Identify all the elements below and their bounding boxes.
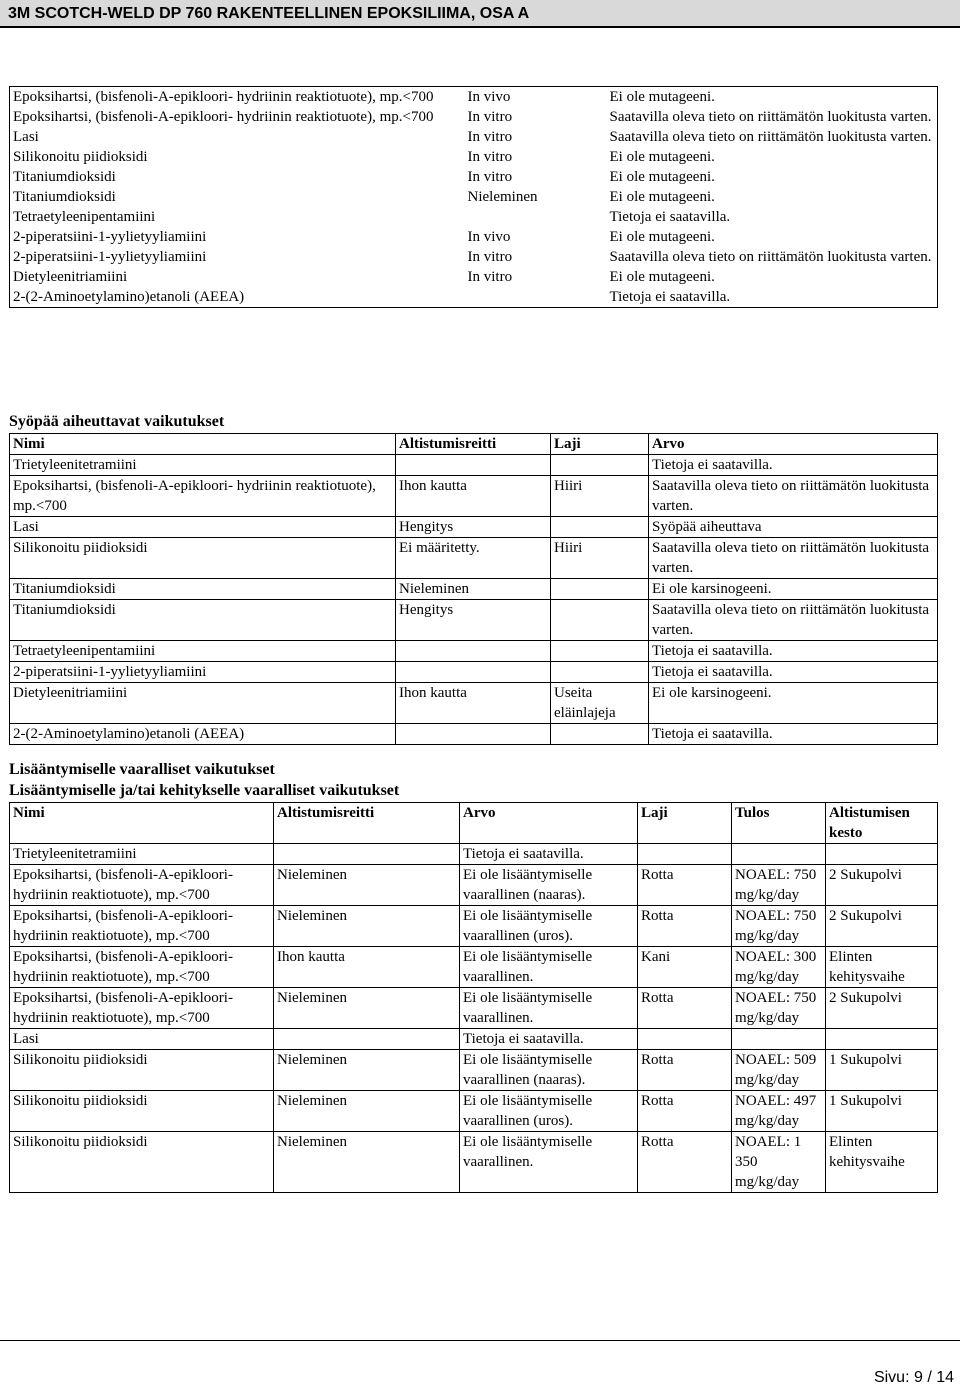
table-row xyxy=(10,287,938,308)
table-row xyxy=(10,87,938,108)
table-cell xyxy=(551,600,649,641)
table-cell: Elinten kehitysvaihe xyxy=(826,1132,938,1193)
column-header: Laji xyxy=(551,434,649,455)
table-cell: Ei ole mutageeni. xyxy=(609,149,715,165)
table-cell: Ei ole mutageeni. xyxy=(609,169,715,185)
table-cell: In vitro xyxy=(467,249,513,265)
table-cell xyxy=(396,641,551,662)
table-cell: Lasi xyxy=(10,517,396,538)
table-cell: Rotta xyxy=(638,906,732,947)
table-row xyxy=(10,147,938,167)
table-cell: Ei ole karsinogeeni. xyxy=(649,579,938,600)
table-cell: Saatavilla oleva tieto on riittämätön luokitusta varten. xyxy=(649,538,938,579)
table-cell: Ei ole lisääntymiselle vaarallinen (uros). xyxy=(460,1091,638,1132)
table-cell: 2 Sukupolvi xyxy=(826,906,938,947)
table-row xyxy=(10,455,938,476)
table-row xyxy=(10,227,938,247)
table-cell: Nieleminen xyxy=(467,189,538,205)
table-row xyxy=(10,517,938,538)
table-cell xyxy=(274,844,460,865)
table-cell: Saatavilla oleva tieto on riittämätön luokitusta varten. xyxy=(649,600,938,641)
table-cell: Titaniumdioksidi xyxy=(10,600,396,641)
table-cell xyxy=(732,844,826,865)
table-cell: Rotta xyxy=(638,1050,732,1091)
table-row xyxy=(10,1091,938,1132)
table-cell: Silikonoitu piidioksidi xyxy=(10,1132,274,1193)
table-row xyxy=(10,865,938,906)
table-cell xyxy=(638,1029,732,1050)
table-cell xyxy=(551,579,649,600)
table-cell: Tietoja ei saatavilla. xyxy=(649,662,938,683)
table-row xyxy=(10,988,938,1029)
table-cell: Epoksihartsi, (bisfenoli-A-epikloori- hydriinin reaktiotuote), mp.<700 xyxy=(10,865,274,906)
table-cell: Nieleminen xyxy=(274,1091,460,1132)
reproductive-table xyxy=(9,802,938,1193)
table-cell: Nieleminen xyxy=(274,865,460,906)
table-cell: NOAEL: 497 mg/kg/day xyxy=(732,1091,826,1132)
table-cell xyxy=(465,287,607,308)
table-cell: Ei ole lisääntymiselle vaarallinen (naaras). xyxy=(460,865,638,906)
table-cell: Ihon kautta xyxy=(274,947,460,988)
table-cell xyxy=(396,724,551,745)
table-cell: Elinten kehitysvaihe xyxy=(826,947,938,988)
table-cell: Hiiri xyxy=(551,538,649,579)
table-cell: Ihon kautta xyxy=(396,683,551,724)
table-cell: Ei ole karsinogeeni. xyxy=(649,683,938,724)
table-cell xyxy=(732,1029,826,1050)
table-cell: Lasi xyxy=(10,1029,274,1050)
table-cell: Trietyleenitetramiini xyxy=(10,455,396,476)
carcinogenicity-header-row xyxy=(10,434,938,455)
table-row xyxy=(10,107,938,127)
table-cell: NOAEL: 300 mg/kg/day xyxy=(732,947,826,988)
table-cell: In vivo xyxy=(467,89,511,105)
table-cell: Nieleminen xyxy=(274,1050,460,1091)
mutagenicity-rows xyxy=(10,87,938,308)
table-cell: Epoksihartsi, (bisfenoli-A-epikloori- hydriinin reaktiotuote), mp.<700 xyxy=(10,906,274,947)
table-cell: Hengitys xyxy=(396,517,551,538)
table-cell: Epoksihartsi, (bisfenoli-A-epikloori- hydriinin reaktiotuote), mp.<700 xyxy=(13,109,434,125)
table-cell: In vitro xyxy=(467,149,513,165)
carcinogenicity-title: Syöpää aiheuttavat vaikutukset xyxy=(9,413,225,430)
column-header: Altistumisen kesto xyxy=(826,803,938,844)
table-cell: 2-piperatsiini-1-yylietyyliamiini xyxy=(10,662,396,683)
table-cell: NOAEL: 750 mg/kg/day xyxy=(732,906,826,947)
table-cell: Silikonoitu piidioksidi xyxy=(10,538,396,579)
table-cell: NOAEL: 750 mg/kg/day xyxy=(732,865,826,906)
table-cell: Hiiri xyxy=(551,476,649,517)
table-cell xyxy=(551,641,649,662)
table-cell: In vitro xyxy=(467,269,513,285)
table-row xyxy=(10,579,938,600)
table-cell: Ei ole lisääntymiselle vaarallinen. xyxy=(460,947,638,988)
table-cell: 2 Sukupolvi xyxy=(826,988,938,1029)
table-cell: Tietoja ei saatavilla. xyxy=(460,1029,638,1050)
table-cell: Kani xyxy=(638,947,732,988)
table-cell: Ei ole mutageeni. xyxy=(609,229,715,245)
table-cell xyxy=(551,455,649,476)
table-cell: NOAEL: 1 350 mg/kg/day xyxy=(732,1132,826,1193)
table-row xyxy=(10,538,938,579)
table-cell: Titaniumdioksidi xyxy=(13,169,116,185)
carcinogenicity-rows xyxy=(10,455,938,745)
document-header: 3M SCOTCH-WELD DP 760 RAKENTEELLINEN EPOKSILIIMA, OSA A xyxy=(0,0,960,28)
table-cell: Lasi xyxy=(13,129,39,145)
table-cell: In vitro xyxy=(467,169,513,185)
table-cell xyxy=(826,1029,938,1050)
table-cell: Epoksihartsi, (bisfenoli-A-epikloori- hydriinin reaktiotuote), mp.<700 xyxy=(10,476,396,517)
column-header: Laji xyxy=(638,803,732,844)
table-cell: In vitro xyxy=(467,129,513,145)
table-cell xyxy=(396,455,551,476)
table-cell: Ihon kautta xyxy=(396,476,551,517)
table-cell: 1 Sukupolvi xyxy=(826,1091,938,1132)
table-row xyxy=(10,1132,938,1193)
table-row xyxy=(10,247,938,267)
table-cell: Dietyleenitriamiini xyxy=(10,683,396,724)
table-row xyxy=(10,1029,938,1050)
table-cell: NOAEL: 750 mg/kg/day xyxy=(732,988,826,1029)
table-cell: NOAEL: 509 mg/kg/day xyxy=(732,1050,826,1091)
table-cell: Ei ole lisääntymiselle vaarallinen. xyxy=(460,988,638,1029)
table-cell: In vivo xyxy=(467,229,511,245)
table-cell: Tietoja ei saatavilla. xyxy=(460,844,638,865)
table-cell: Ei ole mutageeni. xyxy=(609,269,715,285)
column-header: Nimi xyxy=(10,803,274,844)
table-cell: Ei määritetty. xyxy=(396,538,551,579)
reproductive-subtitle: Lisääntymiselle ja/tai kehitykselle vaaralliset vaikutukset xyxy=(9,782,400,799)
table-cell: 2-piperatsiini-1-yylietyyliamiini xyxy=(13,229,207,245)
table-cell: Epoksihartsi, (bisfenoli-A-epikloori- hydriinin reaktiotuote), mp.<700 xyxy=(10,988,274,1029)
table-cell: Rotta xyxy=(638,1091,732,1132)
carcinogenicity-table xyxy=(9,433,938,745)
table-row xyxy=(10,947,938,988)
table-cell: Saatavilla oleva tieto on riittämätön luokitusta varten. xyxy=(609,109,932,125)
table-cell: Saatavilla oleva tieto on riittämätön luokitusta varten. xyxy=(609,249,932,265)
table-cell: Saatavilla oleva tieto on riittämätön luokitusta varten. xyxy=(649,476,938,517)
column-header: Nimi xyxy=(10,434,396,455)
table-cell: Titaniumdioksidi xyxy=(10,579,396,600)
column-header: Altistumisreitti xyxy=(396,434,551,455)
table-cell: Nieleminen xyxy=(274,906,460,947)
reproductive-rows xyxy=(10,844,938,1193)
table-row xyxy=(10,476,938,517)
table-cell: Saatavilla oleva tieto on riittämätön luokitusta varten. xyxy=(609,129,932,145)
table-cell xyxy=(551,724,649,745)
table-cell: Trietyleenitetramiini xyxy=(10,844,274,865)
table-cell: Ei ole lisääntymiselle vaarallinen (naaras). xyxy=(460,1050,638,1091)
table-cell: Tietoja ei saatavilla. xyxy=(649,641,938,662)
table-cell: Useita eläinlajeja xyxy=(551,683,649,724)
table-row xyxy=(10,724,938,745)
page-number: Sivu: 9 / 14 xyxy=(873,1369,954,1386)
column-header: Altistumisreitti xyxy=(274,803,460,844)
table-cell: Ei ole lisääntymiselle vaarallinen. xyxy=(460,1132,638,1193)
table-row xyxy=(10,683,938,724)
table-row xyxy=(10,600,938,641)
table-cell: Dietyleenitriamiini xyxy=(13,269,128,285)
table-cell: Ei ole mutageeni. xyxy=(609,89,715,105)
table-cell: 2-(2-Aminoetylamino)etanoli (AEEA) xyxy=(10,724,396,745)
table-cell xyxy=(826,844,938,865)
table-cell xyxy=(551,517,649,538)
table-row xyxy=(10,844,938,865)
table-cell: Epoksihartsi, (bisfenoli-A-epikloori- hydriinin reaktiotuote), mp.<700 xyxy=(13,89,434,105)
table-row xyxy=(10,1050,938,1091)
table-cell: 2-piperatsiini-1-yylietyyliamiini xyxy=(13,249,207,265)
table-cell xyxy=(551,662,649,683)
table-cell: Silikonoitu piidioksidi xyxy=(10,1050,274,1091)
column-header: Arvo xyxy=(460,803,638,844)
table-row xyxy=(10,267,938,287)
table-cell: Tietoja ei saatavilla. xyxy=(609,289,731,305)
table-cell: 2 Sukupolvi xyxy=(826,865,938,906)
table-cell: Rotta xyxy=(638,1132,732,1193)
table-cell: Epoksihartsi, (bisfenoli-A-epikloori- hydriinin reaktiotuote), mp.<700 xyxy=(10,947,274,988)
table-cell: Silikonoitu piidioksidi xyxy=(13,149,148,165)
table-cell: 2-(2-Aminoetylamino)etanoli (AEEA) xyxy=(13,289,245,305)
table-cell: Hengitys xyxy=(396,600,551,641)
table-cell: Titaniumdioksidi xyxy=(13,189,116,205)
table-cell: Nieleminen xyxy=(396,579,551,600)
table-cell: Syöpää aiheuttava xyxy=(649,517,938,538)
table-cell xyxy=(274,1029,460,1050)
column-header: Arvo xyxy=(649,434,938,455)
table-row xyxy=(10,662,938,683)
mutagenicity-table xyxy=(9,86,938,308)
table-row xyxy=(10,167,938,187)
table-cell: Ei ole mutageeni. xyxy=(609,189,715,205)
table-cell: Tietoja ei saatavilla. xyxy=(649,455,938,476)
table-cell: Tetraetyleenipentamiini xyxy=(13,209,156,225)
table-cell: Tetraetyleenipentamiini xyxy=(10,641,396,662)
table-row xyxy=(10,906,938,947)
reproductive-title: Lisääntymiselle vaaralliset vaikutukset xyxy=(9,761,275,778)
table-cell xyxy=(396,662,551,683)
table-cell: Ei ole lisääntymiselle vaarallinen (uros). xyxy=(460,906,638,947)
table-cell: In vitro xyxy=(467,109,513,125)
table-cell: Silikonoitu piidioksidi xyxy=(10,1091,274,1132)
table-row xyxy=(10,207,938,227)
table-row xyxy=(10,127,938,147)
table-cell: Rotta xyxy=(638,988,732,1029)
footer-divider xyxy=(0,1340,960,1341)
table-cell: Tietoja ei saatavilla. xyxy=(609,209,731,225)
table-cell: 1 Sukupolvi xyxy=(826,1050,938,1091)
table-cell: Nieleminen xyxy=(274,988,460,1029)
table-cell: Rotta xyxy=(638,865,732,906)
table-cell: Tietoja ei saatavilla. xyxy=(649,724,938,745)
table-row xyxy=(10,641,938,662)
reproductive-header-row xyxy=(10,803,938,844)
table-cell xyxy=(638,844,732,865)
table-cell xyxy=(465,207,607,227)
column-header: Tulos xyxy=(732,803,826,844)
table-cell: Nieleminen xyxy=(274,1132,460,1193)
table-row xyxy=(10,187,938,207)
